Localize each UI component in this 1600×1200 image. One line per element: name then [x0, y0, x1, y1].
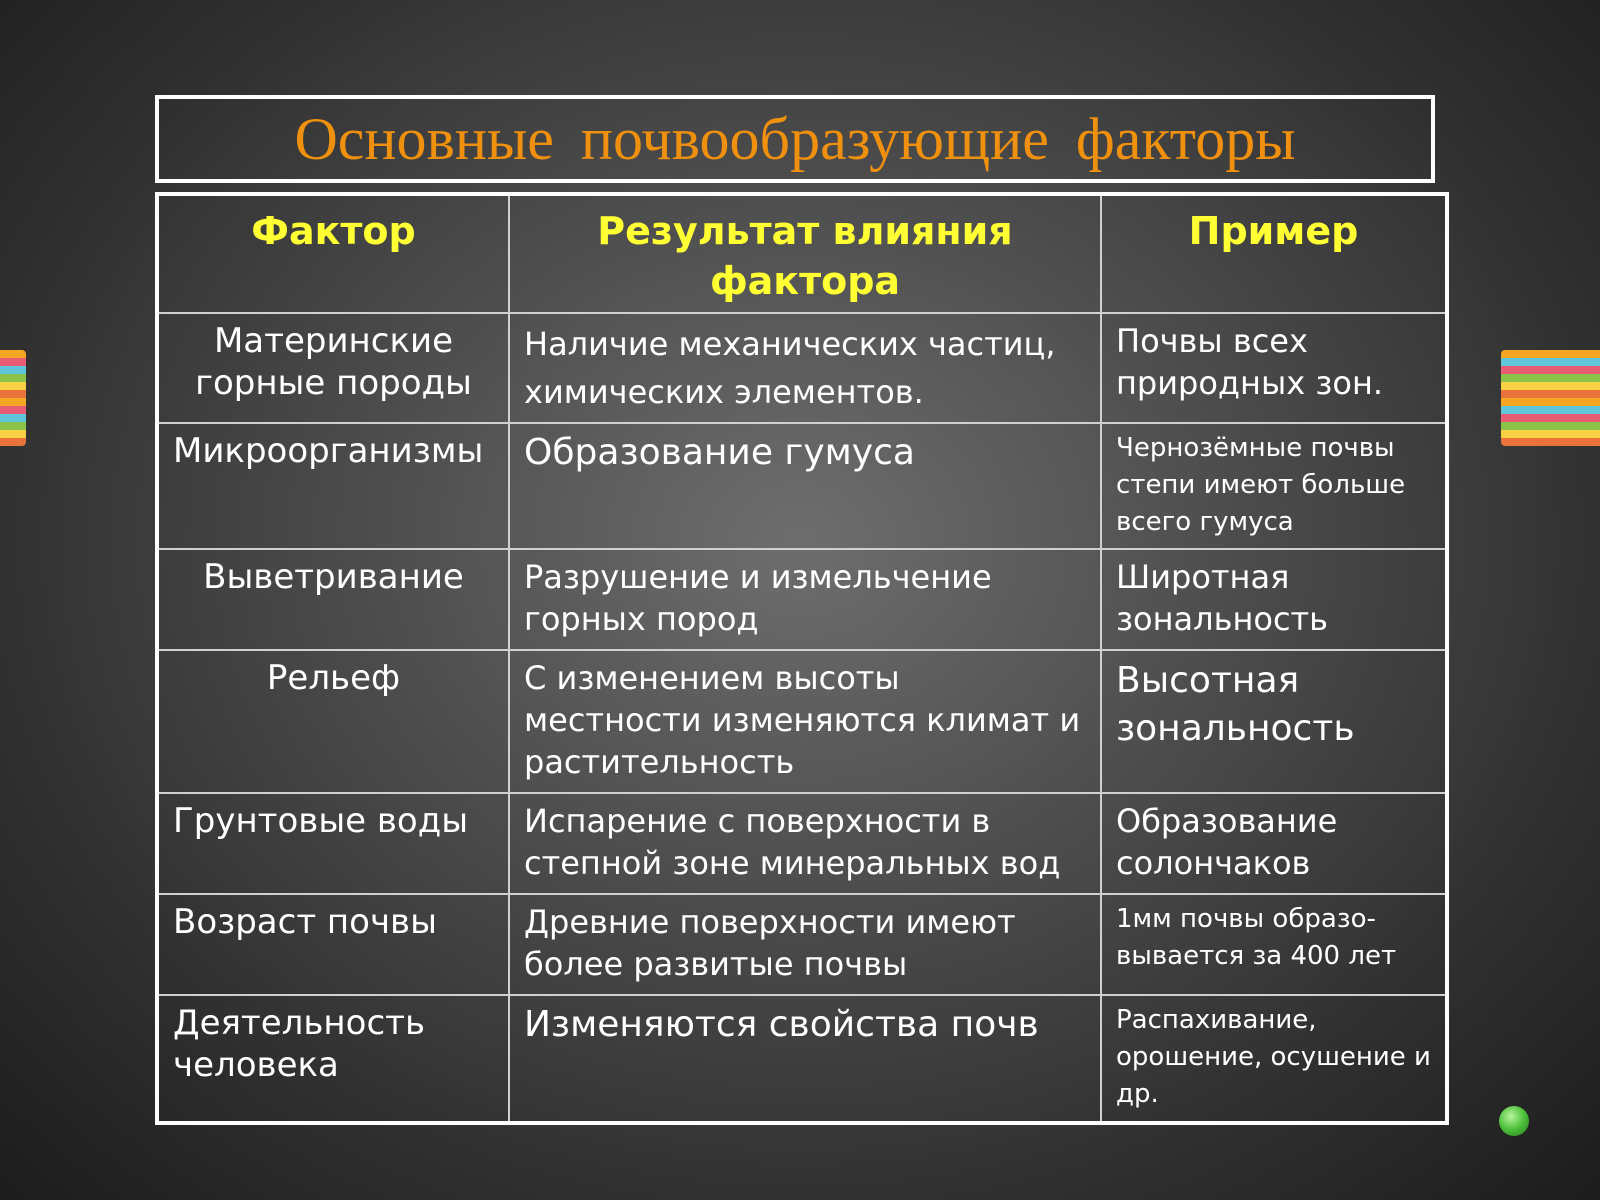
result-cell: С изменением высоты местности изменяются климат и растительность: [509, 650, 1101, 793]
example-cell: Почвы всех природных зон.: [1101, 313, 1447, 423]
example-cell: Чернозёмные почвы степи имеют больше всего гумуса: [1101, 423, 1447, 549]
table-row: [157, 793, 1447, 894]
header-result: Результат влияния фактора: [509, 194, 1101, 313]
green-dot-icon: [1499, 1106, 1529, 1136]
result-cell: Наличие механических частиц, химических элементов.: [509, 313, 1101, 423]
factor-cell: Деятельность человека: [157, 995, 509, 1123]
header-factor: Фактор: [157, 194, 509, 313]
result-cell: Испарение с поверхности в степной зоне минеральных вод: [509, 793, 1101, 894]
example-cell: Высотная зональность: [1101, 650, 1447, 793]
decorative-stripes-right: [1501, 350, 1600, 446]
table-row: [157, 650, 1447, 793]
factor-cell: Выветривание: [157, 549, 509, 650]
table-row: [157, 423, 1447, 549]
example-cell: Широтная зональность: [1101, 549, 1447, 650]
result-cell: Древние поверхности имеют более развитые почвы: [509, 894, 1101, 995]
table-header-row: [157, 194, 1447, 313]
example-cell: Распахивание, орошение, осушение и др.: [1101, 995, 1447, 1123]
table-row: [157, 549, 1447, 650]
table-row: [157, 995, 1447, 1123]
soil-factors-table: [155, 192, 1449, 1125]
example-cell: 1мм почвы образо-вывается за 400 лет: [1101, 894, 1447, 995]
factor-cell: Возраст почвы: [157, 894, 509, 995]
result-cell: Изменяются свойства почв: [509, 995, 1101, 1123]
slide-title-box: [155, 95, 1435, 183]
factor-cell: Микроорганизмы: [157, 423, 509, 549]
factor-cell: Грунтовые воды: [157, 793, 509, 894]
example-cell: Образование солончаков: [1101, 793, 1447, 894]
factor-cell: Рельеф: [157, 650, 509, 793]
result-cell: Разрушение и измельчение горных пород: [509, 549, 1101, 650]
factor-cell: Материнские горные породы: [157, 313, 509, 423]
result-cell: Образование гумуса: [509, 423, 1101, 549]
table-row: [157, 313, 1447, 423]
decorative-stripes-left: [0, 350, 26, 446]
header-example: Пример: [1101, 194, 1447, 313]
table-row: [157, 894, 1447, 995]
slide-title: Основные почвообразующие факторы: [294, 105, 1296, 172]
